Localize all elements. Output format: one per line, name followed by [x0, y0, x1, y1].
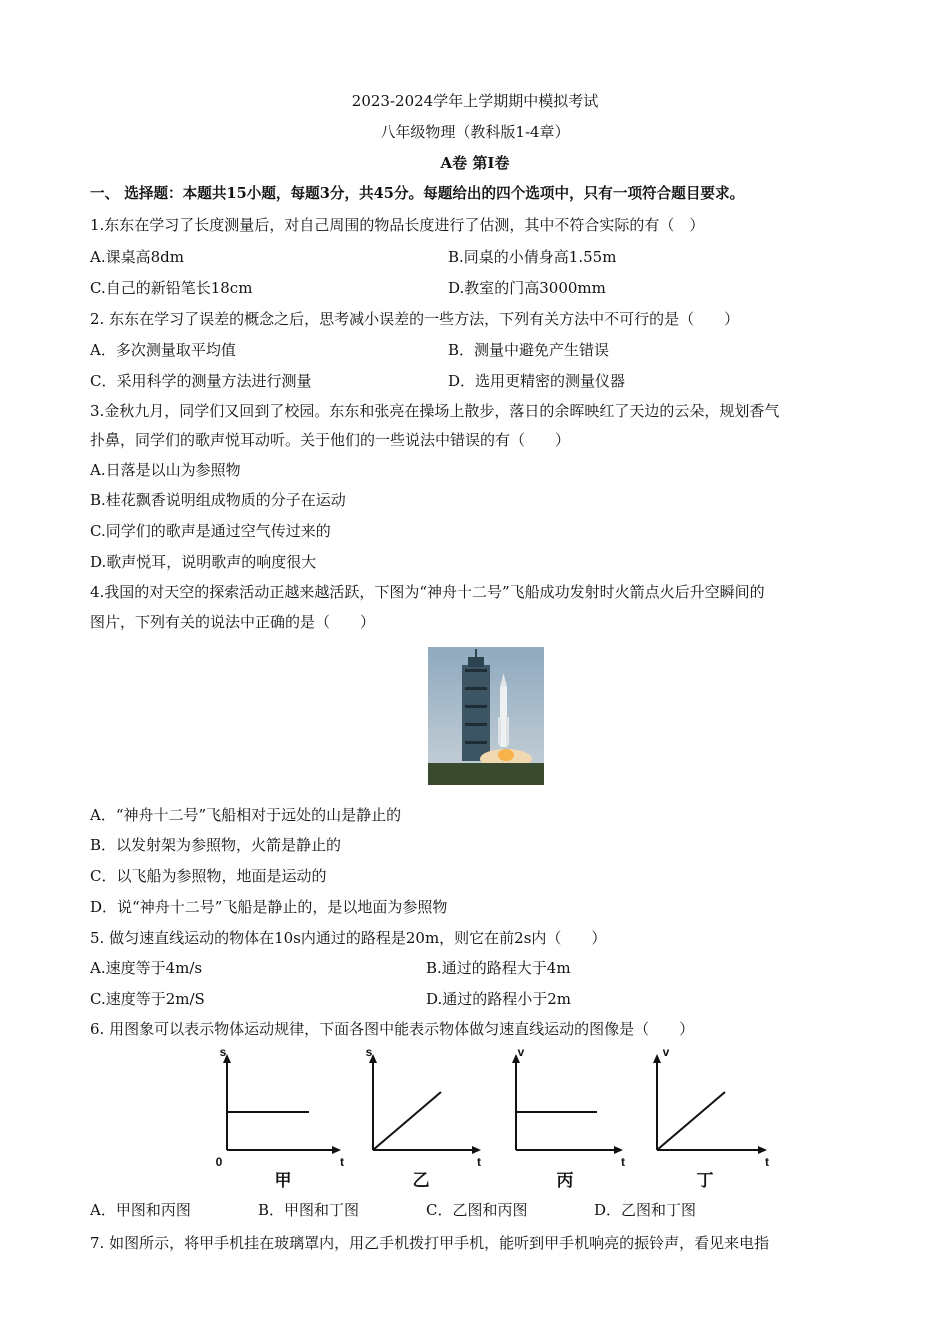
- graph-ding-line: [657, 1092, 725, 1150]
- exam-subtitle: 八年级物理（教科版1-4章）: [380, 123, 570, 141]
- q5-option-c: C.速度等于2m/S: [90, 990, 205, 1008]
- launch-tower: [462, 649, 490, 761]
- q5-option-a: A.速度等于4m/s: [90, 959, 203, 977]
- q4-option-b: B．以发射架为参照物，火箭是静止的: [90, 836, 342, 854]
- section-instructions: 一、 选择题：本题共15小题，每题3分，共45分。每题给出的四个选项中，只有一项符合题目要求。: [90, 185, 745, 202]
- q2-option-c: C．采用科学的测量方法进行测量: [90, 372, 312, 390]
- graph-ding-x-label: t: [765, 1155, 769, 1169]
- graph-yi: [366, 1048, 481, 1190]
- graph-yi-line: [373, 1092, 441, 1150]
- graph-ding: [653, 1048, 769, 1190]
- q5-option-b: B.通过的路程大于4m: [426, 959, 571, 977]
- q1-option-b: B.同桌的小倩身高1.55m: [448, 248, 617, 266]
- q1-option-d: D.教室的门高3000mm: [448, 279, 606, 297]
- graph-jia-caption: 甲: [274, 1171, 292, 1190]
- q4-stem-line2: 图片，下列有关的说法中正确的是（ ）: [90, 613, 376, 631]
- graph-yi-x-label: t: [477, 1155, 481, 1169]
- graph-yi-y-label: s: [365, 1048, 373, 1059]
- q3-option-d: D.歌声悦耳，说明歌声的响度很大: [90, 553, 317, 571]
- graph-jia-origin: 0: [215, 1155, 223, 1169]
- graph-bing-x-label: t: [621, 1155, 625, 1169]
- q3-stem-line2: 扑鼻，同学们的歌声悦耳动听。关于他们的一些说法中错误的有（ ）: [90, 431, 571, 449]
- q3-option-a: A.日落是以山为参照物: [90, 461, 241, 479]
- q1-option-c: C.自己的新铅笔长18cm: [90, 279, 253, 297]
- launch-flame: [498, 749, 514, 761]
- section-label: A卷 第Ⅰ卷: [440, 154, 510, 172]
- graph-ding-y-label: v: [662, 1048, 670, 1059]
- q3-stem-line1: 3.金秋九月，同学们又回到了校园。东东和张亮在操场上散步，落日的余晖映红了天边的云朵，规划香气: [90, 402, 780, 420]
- q1-option-a: A.课桌高8dm: [90, 248, 184, 266]
- graph-jia-x-label: t: [340, 1155, 344, 1169]
- q6-option-b: B．甲图和丁图: [258, 1201, 360, 1219]
- exam-title: 2023-2024学年上学期期中模拟考试: [351, 92, 599, 110]
- q2-stem: 2. 东东在学习了误差的概念之后，思考减小误差的一些方法，下列有关方法中不可行的是（ ）: [90, 310, 740, 328]
- q3-option-b: B.桂花飘香说明组成物质的分子在运动: [90, 491, 346, 509]
- q6-option-c: C．乙图和丙图: [426, 1201, 528, 1219]
- q4-option-d: D．说“神舟十二号”飞船是静止的，是以地面为参照物: [90, 898, 448, 916]
- graph-jia: [216, 1048, 344, 1190]
- graph-yi-caption: 乙: [412, 1171, 430, 1190]
- q2-option-b: B．测量中避免产生错误: [448, 341, 610, 359]
- q4-stem-line1: 4.我国的对天空的探索活动正越来越活跃，下图为“神舟十二号”飞船成功发射时火箭点火后升空瞬间的: [90, 583, 765, 601]
- q3-option-c: C.同学们的歌声是通过空气传过来的: [90, 522, 331, 540]
- q4-option-c: C．以飞船为参照物，地面是运动的: [90, 867, 327, 885]
- rocket-launch-photo: [428, 647, 544, 785]
- graph-bing-caption: 丙: [556, 1171, 574, 1190]
- q7-stem-line1: 7. 如图所示，将甲手机挂在玻璃罩内，用乙手机拨打甲手机，能听到甲手机响亮的振铃声，看见来电指: [90, 1234, 770, 1252]
- motion-graphs: [205, 1048, 780, 1198]
- q1-stem: 1.东东在学习了长度测量后，对自己周围的物品长度进行了估测，其中不符合实际的有（ ）: [90, 216, 705, 234]
- graph-ding-caption: 丁: [696, 1171, 714, 1190]
- q6-option-d: D．乙图和丁图: [594, 1201, 697, 1219]
- q4-option-a: A．“神舟十二号”飞船相对于远处的山是静止的: [90, 806, 402, 824]
- q2-option-a: A．多次测量取平均值: [90, 341, 236, 359]
- graph-jia-y-label: s: [219, 1048, 227, 1059]
- q5-option-d: D.通过的路程小于2m: [426, 990, 572, 1008]
- q6-stem: 6. 用图象可以表示物体运动规律，下面各图中能表示物体做匀速直线运动的图像是（ ）: [90, 1020, 695, 1038]
- graph-bing: [512, 1048, 625, 1190]
- ground: [428, 763, 544, 785]
- graph-bing-y-label: v: [517, 1048, 525, 1059]
- q5-stem: 5. 做匀速直线运动的物体在10s内通过的路程是20m，则它在前2s内（ ）: [90, 929, 607, 947]
- q2-option-d: D．选用更精密的测量仪器: [448, 372, 626, 390]
- q6-option-a: A．甲图和丙图: [90, 1201, 191, 1219]
